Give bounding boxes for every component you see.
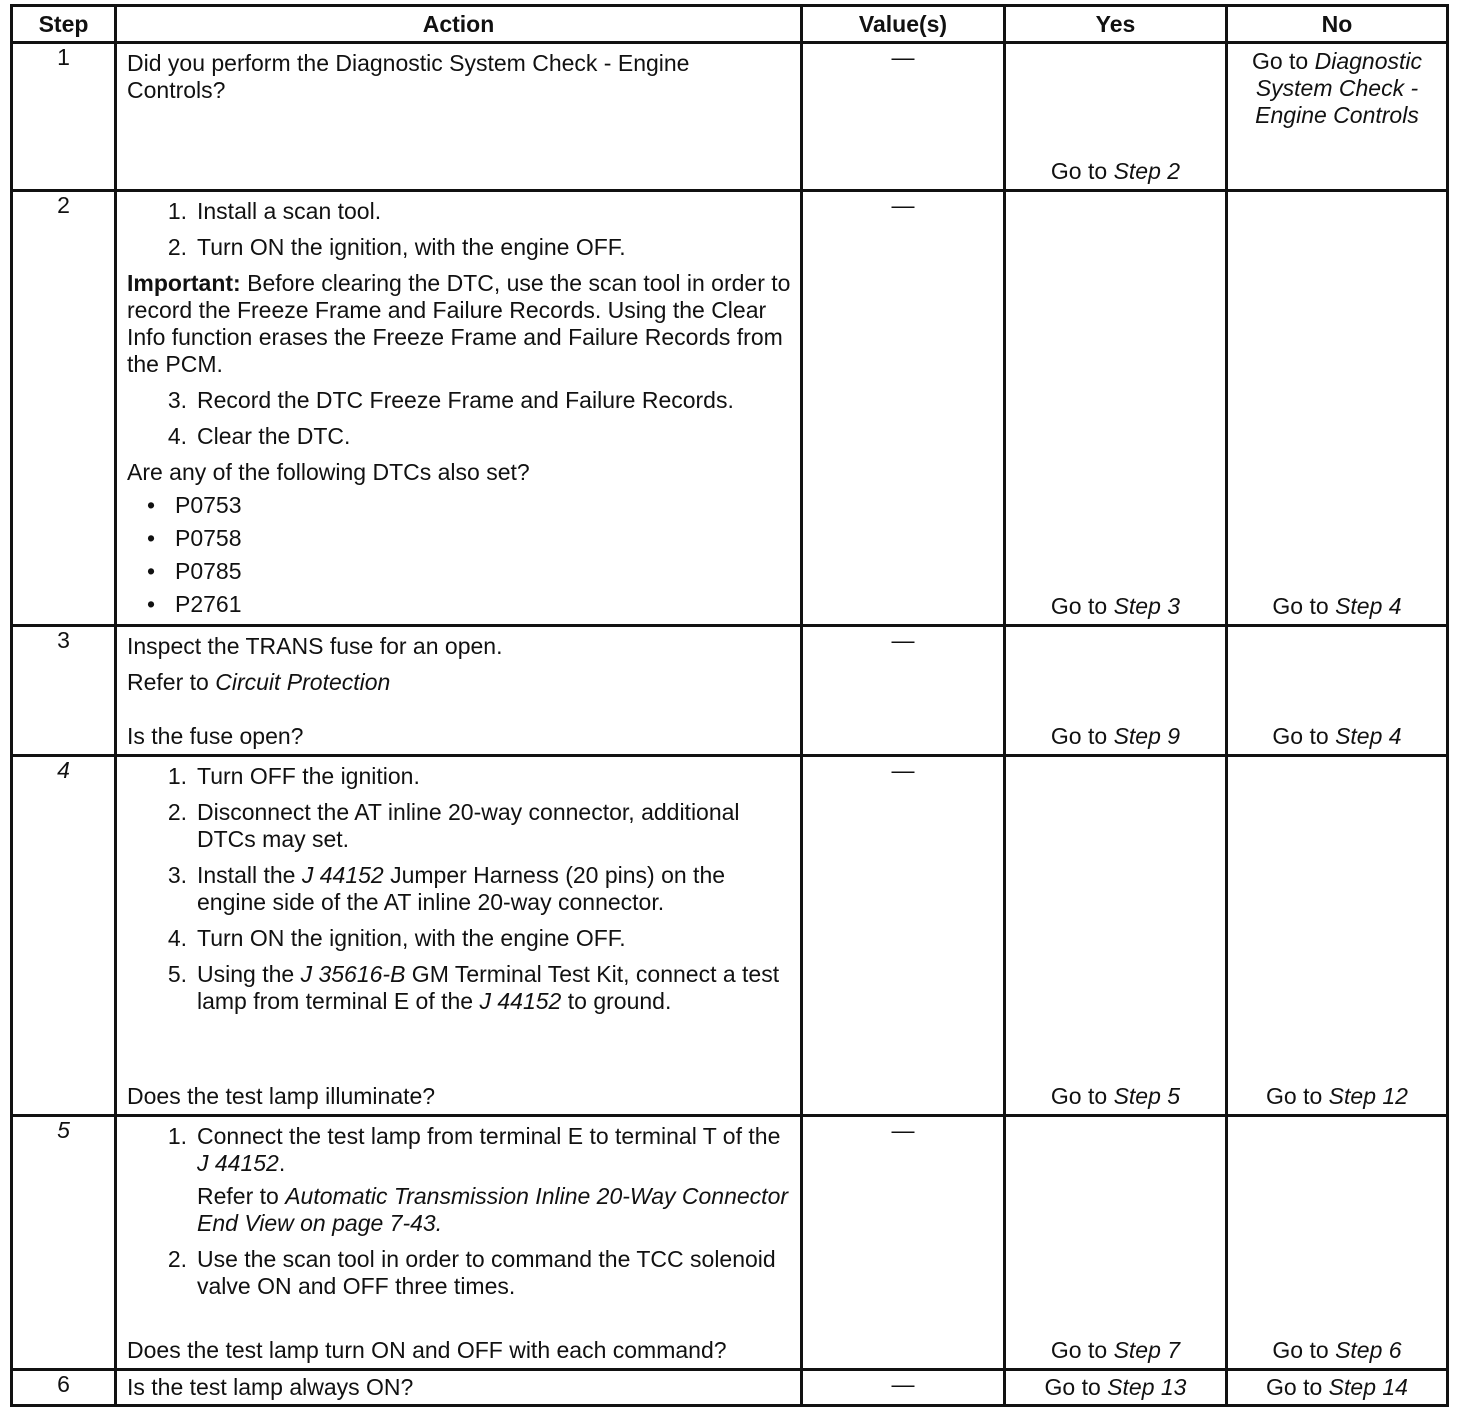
no-cell xyxy=(1227,756,1448,1116)
header-no: No xyxy=(1227,6,1448,43)
value-cell: — xyxy=(802,43,1005,191)
yes-cell xyxy=(1005,1116,1227,1370)
question-text: Are any of the following DTCs also set? xyxy=(127,459,530,485)
action-cell xyxy=(116,1116,802,1370)
yes-cell xyxy=(1005,1370,1227,1406)
header-action: Action xyxy=(116,6,802,43)
question-text: Is the fuse open? xyxy=(127,723,304,749)
no-link[interactable]: Go to Diagnostic System Check - Engine Controls xyxy=(1251,48,1423,128)
no-link[interactable]: Go to Step 4 xyxy=(1272,723,1402,749)
yes-link[interactable]: Go to Step 5 xyxy=(1050,1083,1181,1109)
question-text: Does the test lamp turn ON and OFF with each command? xyxy=(127,1337,727,1363)
list-item: 3. Record the DTC Freeze Frame and Failure Records. xyxy=(167,387,734,413)
table-row xyxy=(12,43,1448,191)
yes-cell xyxy=(1005,626,1227,756)
list-item: 5. Using the J 35616-B GM Terminal Test Kit, connect a test lamp from terminal E of the J 44152 to ground. xyxy=(167,961,780,1014)
header-row xyxy=(12,6,1448,43)
table-row xyxy=(12,1370,1448,1406)
action-cell xyxy=(116,191,802,626)
table-row xyxy=(12,191,1448,626)
value-cell: — xyxy=(802,1370,1005,1406)
list-item: 2. Disconnect the AT inline 20-way connector, additional DTCs may set. xyxy=(167,799,740,852)
list-item: 4. Clear the DTC. xyxy=(167,423,351,449)
yes-link[interactable]: Go to Step 2 xyxy=(1050,158,1181,184)
step-number: 2 xyxy=(12,191,116,626)
yes-link[interactable]: Go to Step 7 xyxy=(1050,1337,1181,1363)
no-cell xyxy=(1227,191,1448,626)
no-link[interactable]: Go to Step 12 xyxy=(1266,1083,1408,1109)
action-text: Did you perform the Diagnostic System Check - Engine Controls? xyxy=(127,50,690,103)
header-step: Step xyxy=(12,6,116,43)
yes-cell xyxy=(1005,191,1227,626)
no-link[interactable]: Go to Step 4 xyxy=(1272,593,1402,619)
no-cell xyxy=(1227,1370,1448,1406)
dtc-bullet: • P2761 xyxy=(146,591,242,617)
no-link[interactable]: Go to Step 14 xyxy=(1266,1374,1408,1400)
step-number: 5 xyxy=(12,1116,116,1370)
header-yes: Yes xyxy=(1005,6,1227,43)
refer-text: Refer to Circuit Protection xyxy=(127,669,391,695)
value-cell: — xyxy=(802,191,1005,626)
dtc-bullet: • P0753 xyxy=(146,492,242,518)
question-text: Does the test lamp illuminate? xyxy=(127,1083,436,1109)
step-number: 4 xyxy=(12,756,116,1116)
value-cell: — xyxy=(802,1116,1005,1370)
step-number: 6 xyxy=(12,1370,116,1406)
no-link[interactable]: Go to Step 6 xyxy=(1272,1337,1402,1363)
yes-cell xyxy=(1005,43,1227,191)
refer-text: Refer to Automatic Transmission Inline 20-Way Connector End View on page 7-43. xyxy=(197,1183,789,1236)
no-cell xyxy=(1227,626,1448,756)
yes-link[interactable]: Go to Step 9 xyxy=(1050,723,1181,749)
table-row xyxy=(12,756,1448,1116)
action-text: Inspect the TRANS fuse for an open. xyxy=(127,633,503,659)
value-cell: — xyxy=(802,756,1005,1116)
list-item: 2. Turn ON the ignition, with the engine OFF. xyxy=(167,234,626,260)
table-row xyxy=(12,1116,1448,1370)
list-item: 3. Install the J 44152 Jumper Harness (20 pins) on the engine side of the AT inline 20-way connector. xyxy=(167,862,726,915)
no-cell xyxy=(1227,43,1448,191)
action-cell xyxy=(116,756,802,1116)
important-note: Important: Before clearing the DTC, use the scan tool in order to record the Freeze Frame and Failure Records. Using the Clear Info function erases the Freeze Frame and Failure Records from the PCM. xyxy=(127,270,791,377)
value-cell: — xyxy=(802,626,1005,756)
yes-link[interactable]: Go to Step 13 xyxy=(1044,1374,1187,1400)
step-number: 1 xyxy=(12,43,116,191)
list-item: 1. Turn OFF the ignition. xyxy=(167,763,420,789)
yes-cell xyxy=(1005,756,1227,1116)
no-cell xyxy=(1227,1116,1448,1370)
action-cell xyxy=(116,43,802,191)
dtc-bullet: • P0785 xyxy=(146,558,242,584)
header-value: Value(s) xyxy=(802,6,1005,43)
action-cell xyxy=(116,1370,802,1406)
question-text: Is the test lamp always ON? xyxy=(127,1374,414,1400)
action-cell xyxy=(116,626,802,756)
table-row xyxy=(12,626,1448,756)
dtc-bullet: • P0758 xyxy=(146,525,242,551)
step-number: 3 xyxy=(12,626,116,756)
list-item: 4. Turn ON the ignition, with the engine OFF. xyxy=(167,925,626,951)
list-item: 1. Connect the test lamp from terminal E to terminal T of the J 44152. xyxy=(167,1123,781,1176)
yes-link[interactable]: Go to Step 3 xyxy=(1050,593,1181,619)
list-item: 2. Use the scan tool in order to command the TCC solenoid valve ON and OFF three times. xyxy=(167,1246,776,1299)
list-item: 1. Install a scan tool. xyxy=(167,198,382,224)
diagnostic-table xyxy=(10,4,1449,1407)
